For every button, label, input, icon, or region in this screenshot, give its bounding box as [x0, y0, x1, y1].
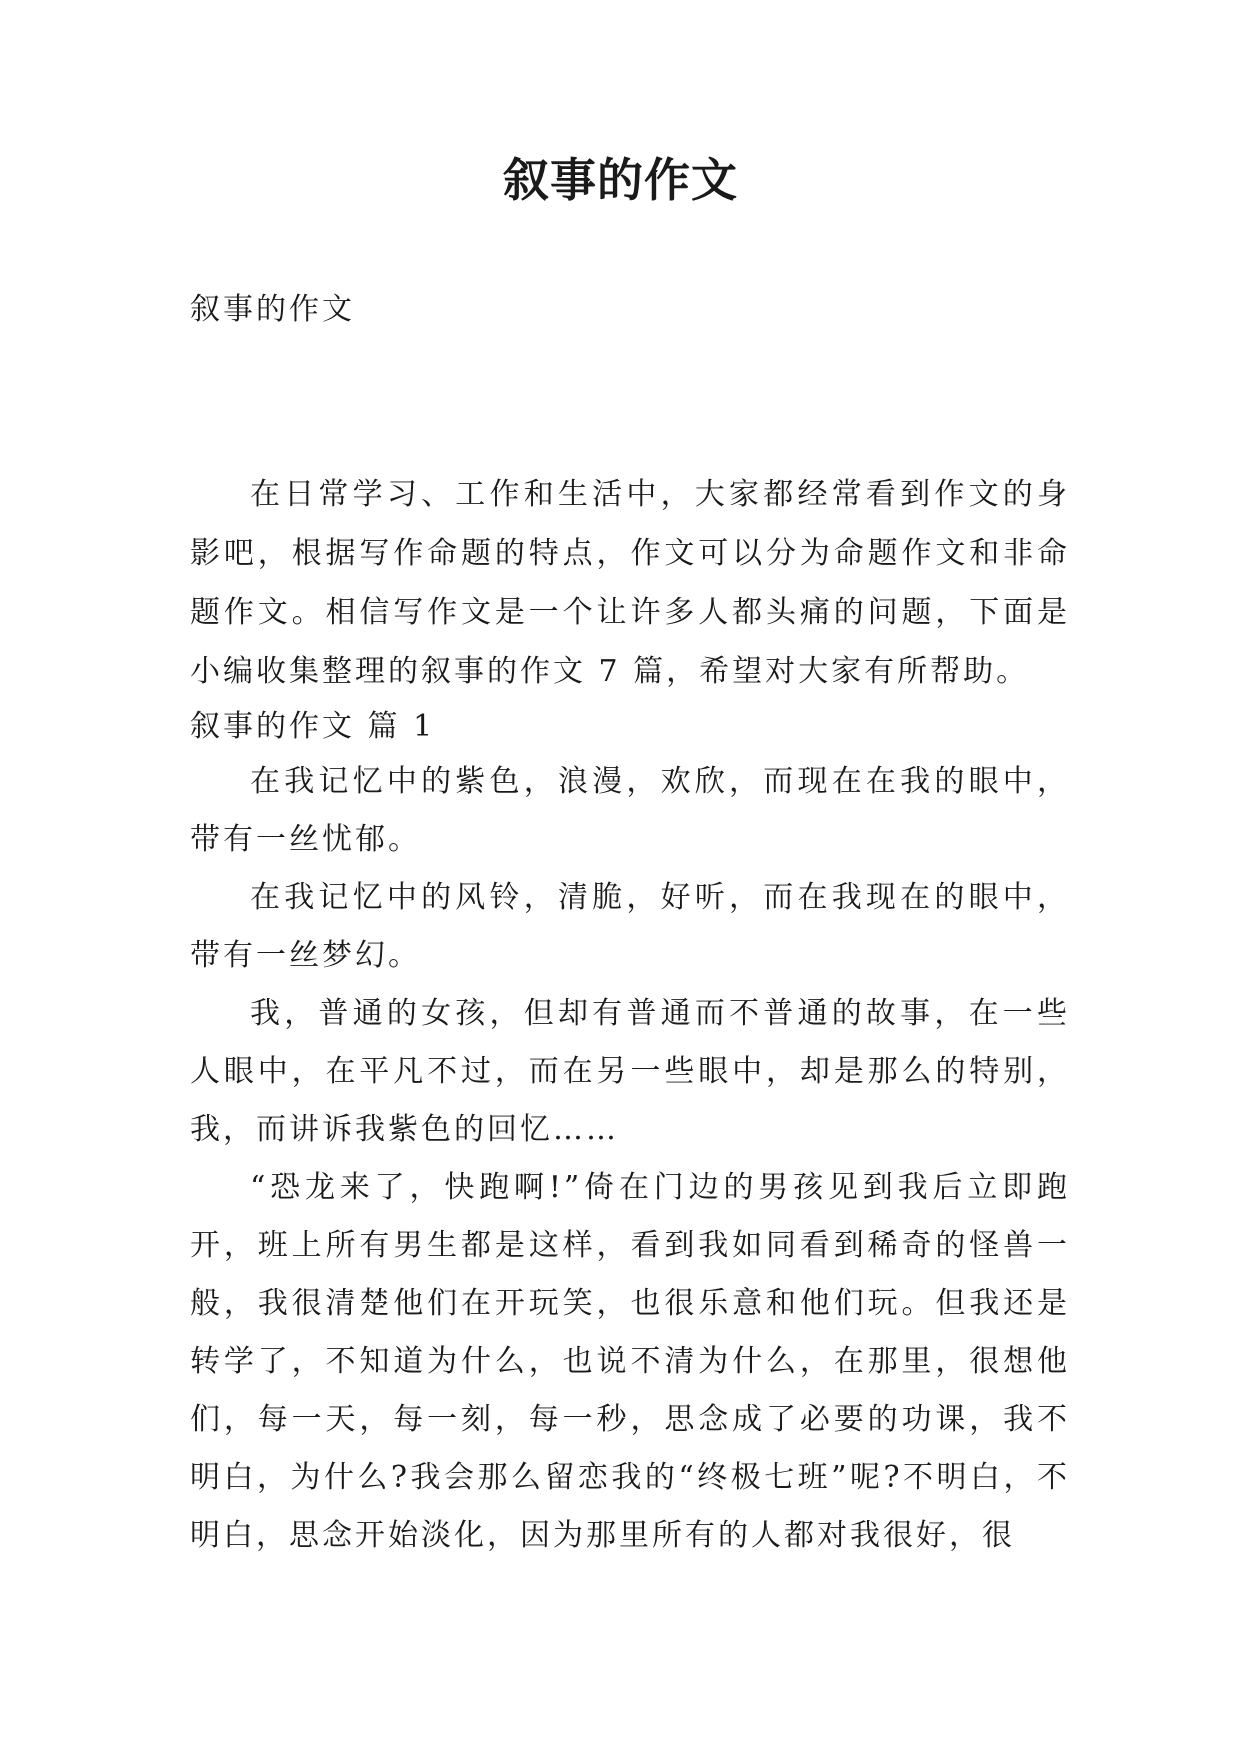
body-paragraph: “恐龙来了，快跑啊!”倚在门边的男孩见到我后立即跑开，班上所有男生都是这样，看到我如同看到稀奇的怪兽一般，我很清楚他们在开玩笑，也很乐意和他们玩。但我还是转学了，不知道为什么，也说不清为什么，在那里，很想他们，每一天，每一刻，每一秒，思念成了必要的功课，我不明白，为什么?我会那么留恋我的“终极七班”呢?不明白，不明白，思念开始淡化，因为那里所有的人都对我很好，很: [190, 1170, 1070, 1553]
document-title: 叙事的作文: [503, 153, 738, 207]
section-heading: 叙事的作文 篇 1: [190, 709, 436, 744]
body-paragraph: 在我记忆中的风铃，清脆，好听，而在我现在的眼中，带有一丝梦幻。: [190, 880, 1070, 973]
body-paragraph: 我，普通的女孩，但却有普通而不普通的故事，在一些人眼中，在平凡不过，而在另一些眼中，却是那么的特别，我，而讲诉我紫色的回忆……: [190, 996, 1070, 1147]
body-paragraph: 在我记忆中的紫色，浪漫，欢欣，而现在在我的眼中，带有一丝忧郁。: [190, 764, 1070, 857]
document-subtitle: 叙事的作文: [190, 292, 355, 327]
intro-paragraph: 在日常学习、工作和生活中，大家都经常看到作文的身影吧，根据写作命题的特点，作文可以分为命题作文和非命题作文。相信写作文是一个让许多人都头痛的问题，下面是小编收集整理的叙事的作文 7 篇，希望对大家有所帮助。: [190, 477, 1070, 689]
document-body: [190, 465, 1070, 1565]
